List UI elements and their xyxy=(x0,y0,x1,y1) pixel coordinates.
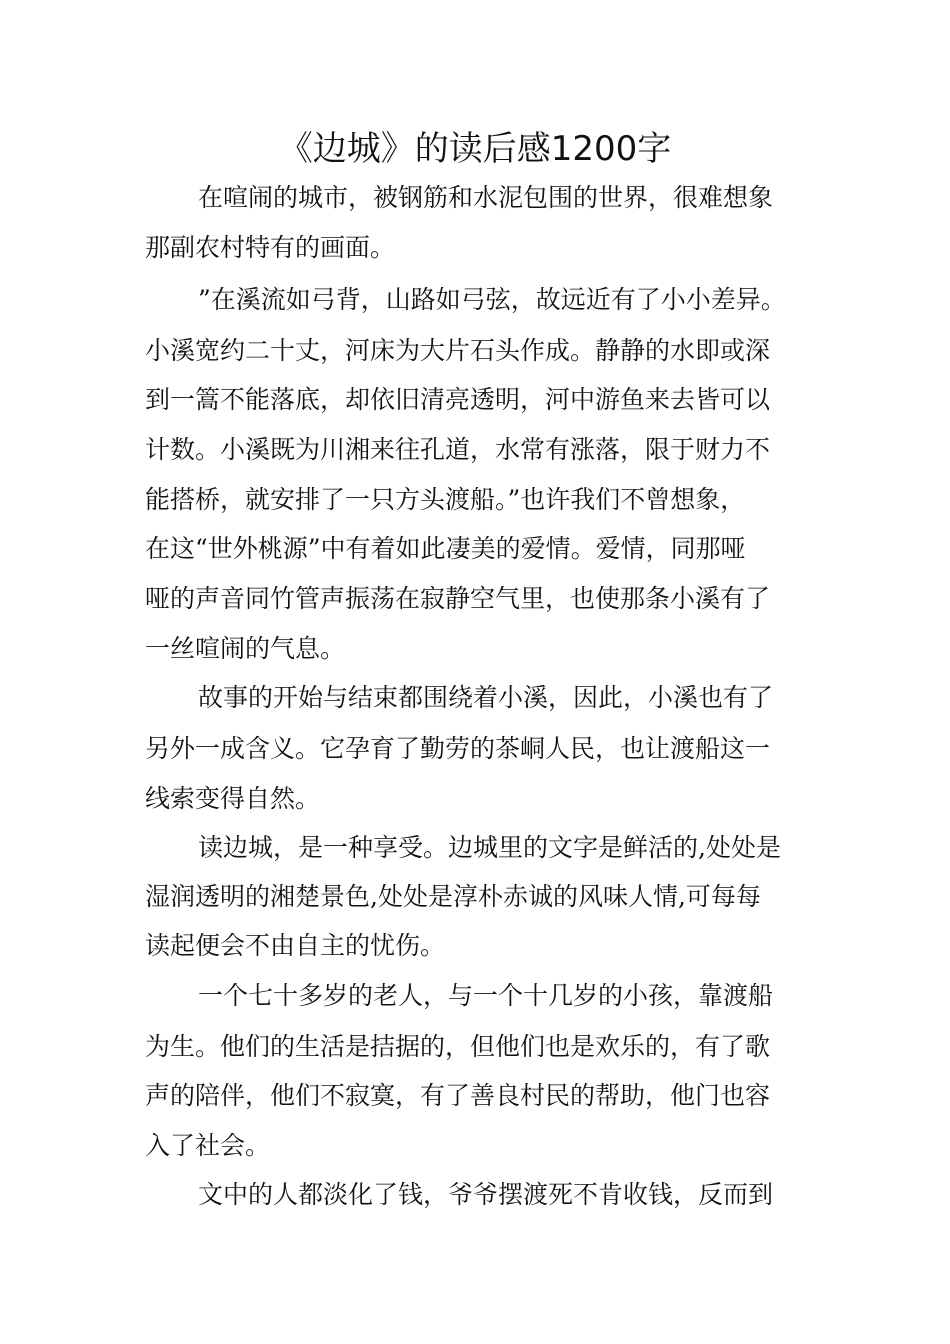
text-line: 在喧闹的城市，被钢筋和水泥包围的世界，很难想象 xyxy=(198,183,774,212)
text-line: 在这“世外桃源”中有着如此凄美的爱情。爱情，同那哑 xyxy=(145,534,746,563)
text-line: 到一篙不能落底，却依旧清亮透明，河中游鱼来去皆可以 xyxy=(145,385,771,414)
text-line: 哑的声音同竹管声振荡在寂静空气里，也使那条小溪有了 xyxy=(145,584,771,613)
text-line: 读边城，是一种享受。边城里的文字是鲜活的,处处是 xyxy=(198,833,781,862)
text-line: ”在溪流如弓背，山路如弓弦，故远近有了小小差异。 xyxy=(198,285,786,314)
text-line: 计数。小溪既为川湘来往孔道，水常有涨落，限于财力不 xyxy=(145,435,771,464)
text-line: 故事的开始与结束都围绕着小溪，因此，小溪也有了 xyxy=(198,683,774,712)
text-line: 一个七十多岁的老人，与一个十几岁的小孩，靠渡船 xyxy=(198,981,774,1010)
text-line: 能搭桥，就安排了一只方头渡船。”也许我们不曾想象， xyxy=(145,485,746,514)
text-line: 线索变得自然。 xyxy=(145,784,321,813)
page-title: 《边城》的读后感1200字 xyxy=(278,129,672,169)
text-line: 读起便会不由自主的忧伤。 xyxy=(145,931,446,960)
text-line: 那副农村特有的画面。 xyxy=(145,233,396,262)
text-line: 小溪宽约二十丈，河床为大片石头作成。静静的水即或深 xyxy=(145,336,771,365)
text-line: 入了社会。 xyxy=(145,1131,271,1160)
text-line: 湿润透明的湘楚景色,处处是淳朴赤诚的风味人情,可每每 xyxy=(145,882,761,911)
text-line: 另外一成含义。它孕育了勤劳的茶峒人民，也让渡船这一 xyxy=(145,734,771,763)
text-line: 为生。他们的生活是拮据的，但他们也是欢乐的，有了歌 xyxy=(145,1032,771,1061)
text-line: 文中的人都淡化了钱，爷爷摆渡死不肯收钱，反而到 xyxy=(198,1180,774,1209)
text-line: 一丝喧闹的气息。 xyxy=(145,634,346,663)
text-line: 声的陪伴，他们不寂寞，有了善良村民的帮助，他门也容 xyxy=(145,1081,771,1110)
